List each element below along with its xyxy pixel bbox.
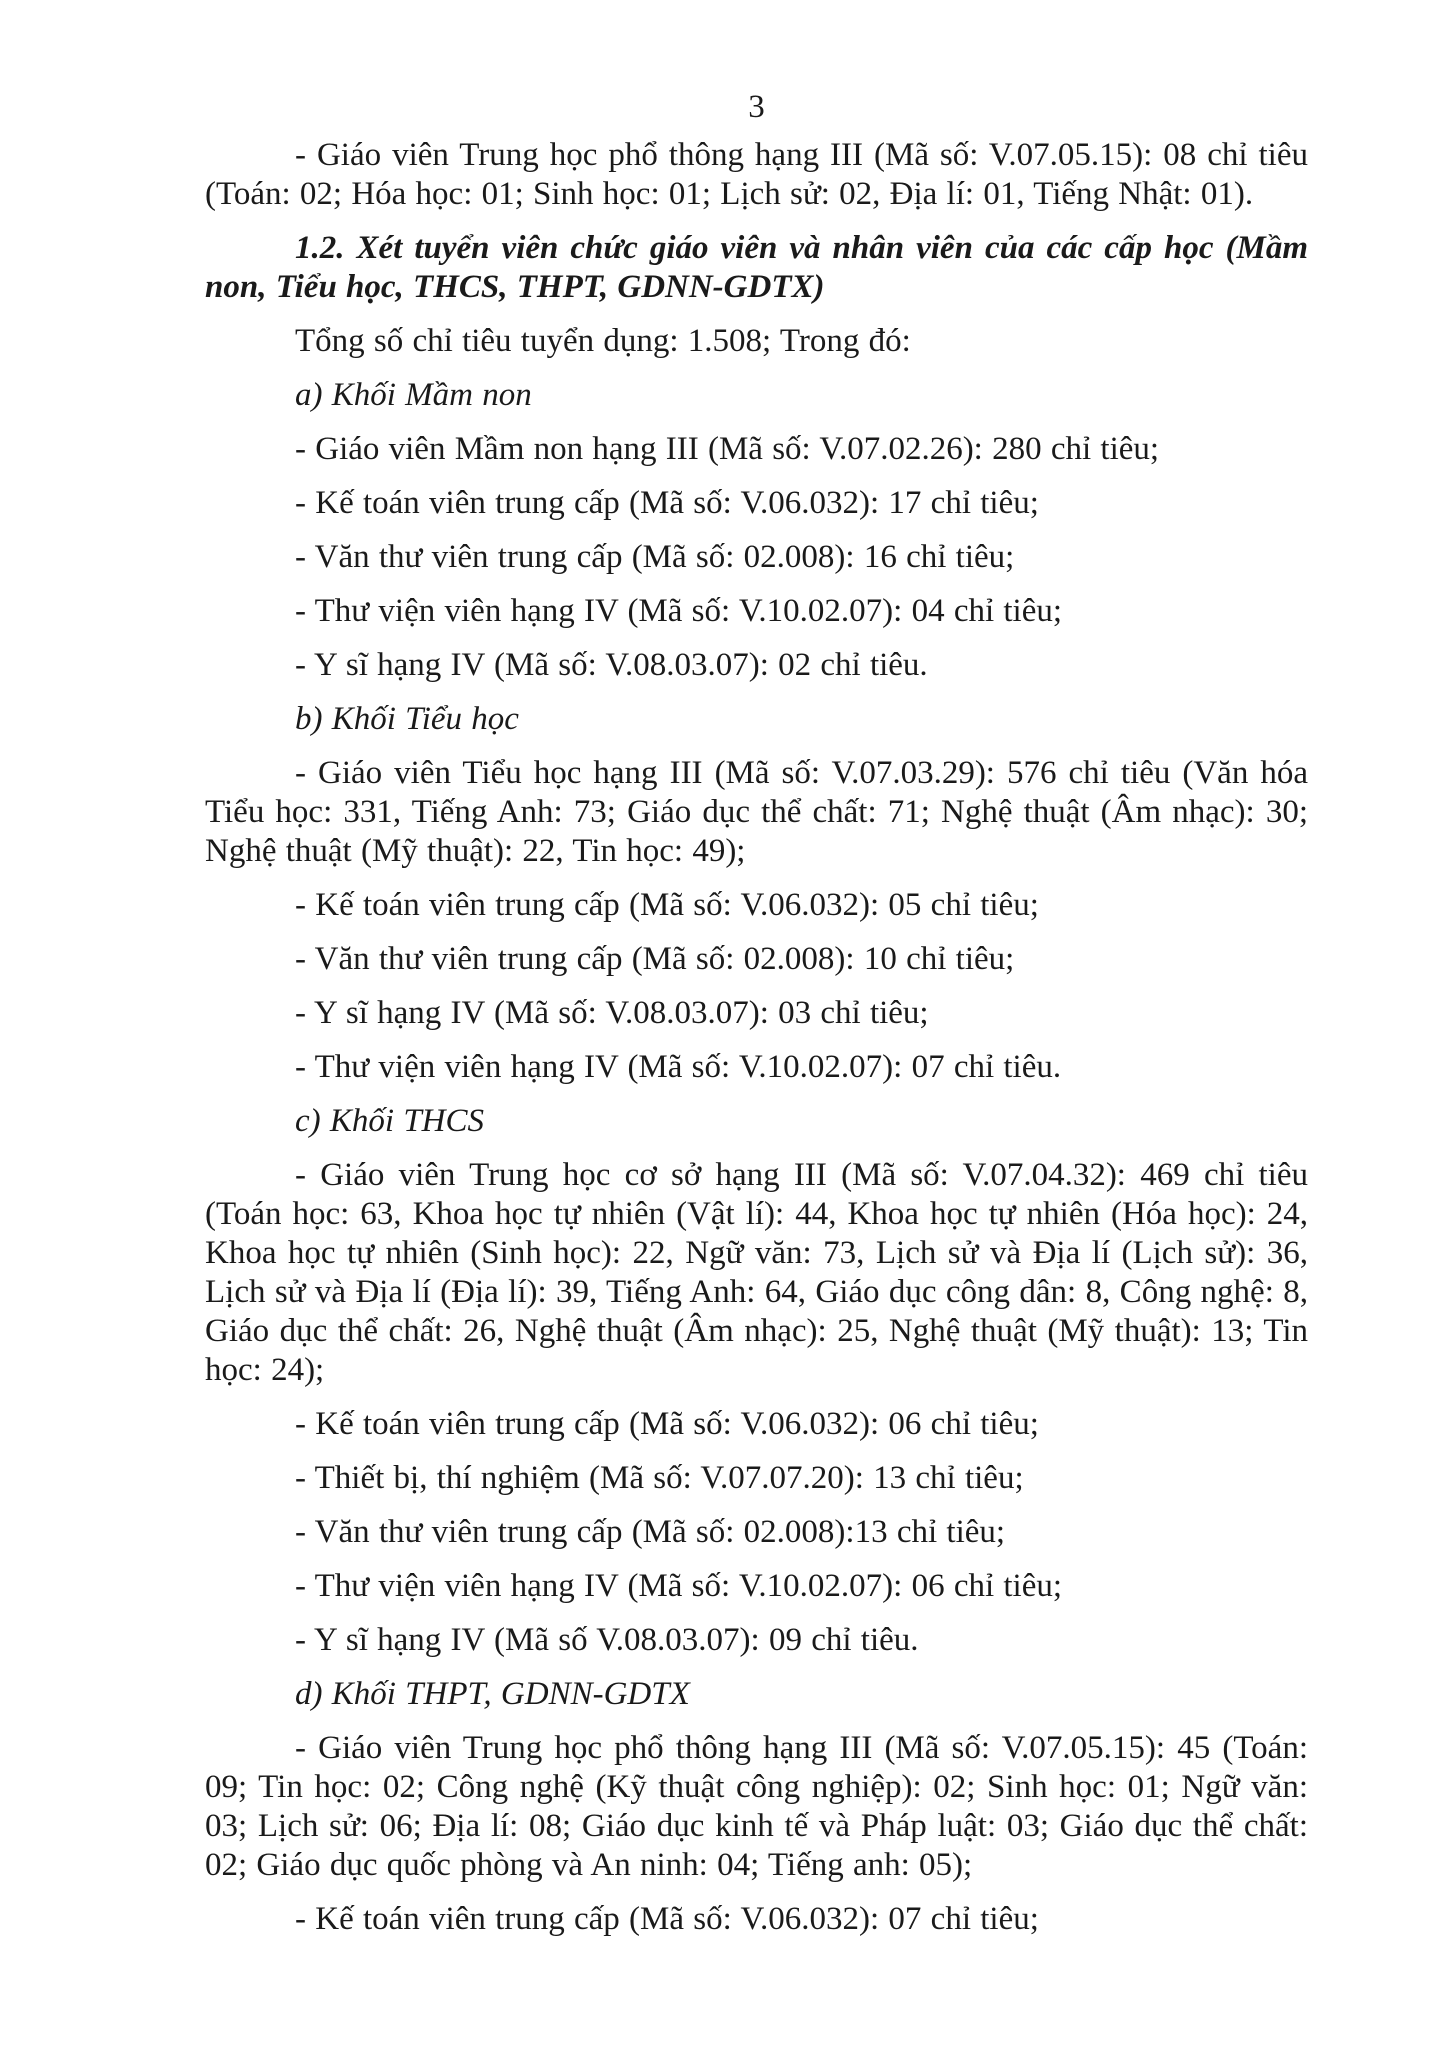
section-a-heading: a) Khối Mầm non [295,377,532,413]
item-thiet-bi-thi-nghiem-thcs: - Thiết bị, thí nghiệm (Mã số: V.07.07.20): 13 chỉ tiêu; [295,1460,1024,1496]
item-gv-mam-non: - Giáo viên Mầm non hạng III (Mã số: V.07.02.26): 280 chỉ tiêu; [295,431,1160,467]
section-c-heading: c) Khối THCS [295,1103,485,1139]
item-y-si-mam-non: - Y sĩ hạng IV (Mã số: V.08.03.07): 02 chỉ tiêu. [295,647,928,683]
item-gv-thpt: - Giáo viên Trung học phổ thông hạng III (Mã số: V.07.05.15): 45 (Toán: 09; Tin học: 02; Công nghệ (Kỹ thuật công nghiệp): 02; Sinh học: 01; Ngữ văn: 03; Lịch sử: 06; Địa lí: 08; Giáo dục kinh tế và Pháp luật: 03; Giáo dục thể chất: 02; Giáo dục quốc phòng và An ninh: 04; Tiếng anh: 05); [205,1730,1308,1883]
item-ke-toan-thpt: - Kế toán viên trung cấp (Mã số: V.06.032): 07 chỉ tiêu; [295,1901,1039,1937]
item-thu-vien-tieu-hoc: - Thư viện viên hạng IV (Mã số: V.10.02.07): 07 chỉ tiêu. [295,1049,1062,1085]
item-gv-thpt-hang-3-carryover: - Giáo viên Trung học phổ thông hạng III (Mã số: V.07.05.15): 08 chỉ tiêu (Toán: 02; Hóa học: 01; Sinh học: 01; Lịch sử: 02, Địa lí: 01, Tiếng Nhật: 01). [205,137,1308,212]
page-number: 3 [748,89,765,125]
page-content [205,88,1308,1954]
item-gv-thcs: - Giáo viên Trung học cơ sở hạng III (Mã số: V.07.04.32): 469 chỉ tiêu (Toán học: 63, Khoa học tự nhiên (Vật lí): 44, Khoa học tự nhiên (Hóa học): 24, Khoa học tự nhiên (Sinh học): 22, Ngữ văn: 73, Lịch sử và Địa lí (Lịch sử): 36, Lịch sử và Địa lí (Địa lí): 39, Tiếng Anh: 64, Giáo dục công dân: 8, Công nghệ: 8, Giáo dục thể chất: 26, Nghệ thuật (Âm nhạc): 25, Nghệ thuật (Mỹ thuật): 13; Tin học: 24); [205,1157,1308,1388]
item-y-si-tieu-hoc: - Y sĩ hạng IV (Mã số: V.08.03.07): 03 chỉ tiêu; [295,995,929,1031]
total-quota-line: Tổng số chỉ tiêu tuyển dụng: 1.508; Trong đó: [295,323,911,359]
item-thu-vien-thcs: - Thư viện viên hạng IV (Mã số: V.10.02.07): 06 chỉ tiêu; [295,1568,1063,1604]
item-thu-vien-mam-non: - Thư viện viên hạng IV (Mã số: V.10.02.07): 04 chỉ tiêu; [295,593,1063,629]
heading-1-2: 1.2. Xét tuyển viên chức giáo viên và nhân viên của các cấp học (Mầm non, Tiểu học, THCS, THPT, GDNN-GDTX) [205,230,1308,305]
item-van-thu-tieu-hoc: - Văn thư viên trung cấp (Mã số: 02.008): 10 chỉ tiêu; [295,941,1015,977]
item-gv-tieu-hoc: - Giáo viên Tiểu học hạng III (Mã số: V.07.03.29): 576 chỉ tiêu (Văn hóa Tiểu học: 331, Tiếng Anh: 73; Giáo dục thể chất: 71; Nghệ thuật (Âm nhạc): 30; Nghệ thuật (Mỹ thuật): 22, Tin học: 49); [205,755,1308,869]
section-d-heading: d) Khối THPT, GDNN-GDTX [295,1676,690,1712]
item-ke-toan-thcs: - Kế toán viên trung cấp (Mã số: V.06.032): 06 chỉ tiêu; [295,1406,1039,1442]
item-van-thu-thcs: - Văn thư viên trung cấp (Mã số: 02.008):13 chỉ tiêu; [295,1514,1006,1550]
item-van-thu-mam-non: - Văn thư viên trung cấp (Mã số: 02.008): 16 chỉ tiêu; [295,539,1015,575]
section-b-heading: b) Khối Tiểu học [295,701,519,737]
item-ke-toan-tieu-hoc: - Kế toán viên trung cấp (Mã số: V.06.032): 05 chỉ tiêu; [295,887,1039,923]
item-y-si-thcs: - Y sĩ hạng IV (Mã số V.08.03.07): 09 chỉ tiêu. [295,1622,919,1658]
item-ke-toan-mam-non: - Kế toán viên trung cấp (Mã số: V.06.032): 17 chỉ tiêu; [295,485,1039,521]
